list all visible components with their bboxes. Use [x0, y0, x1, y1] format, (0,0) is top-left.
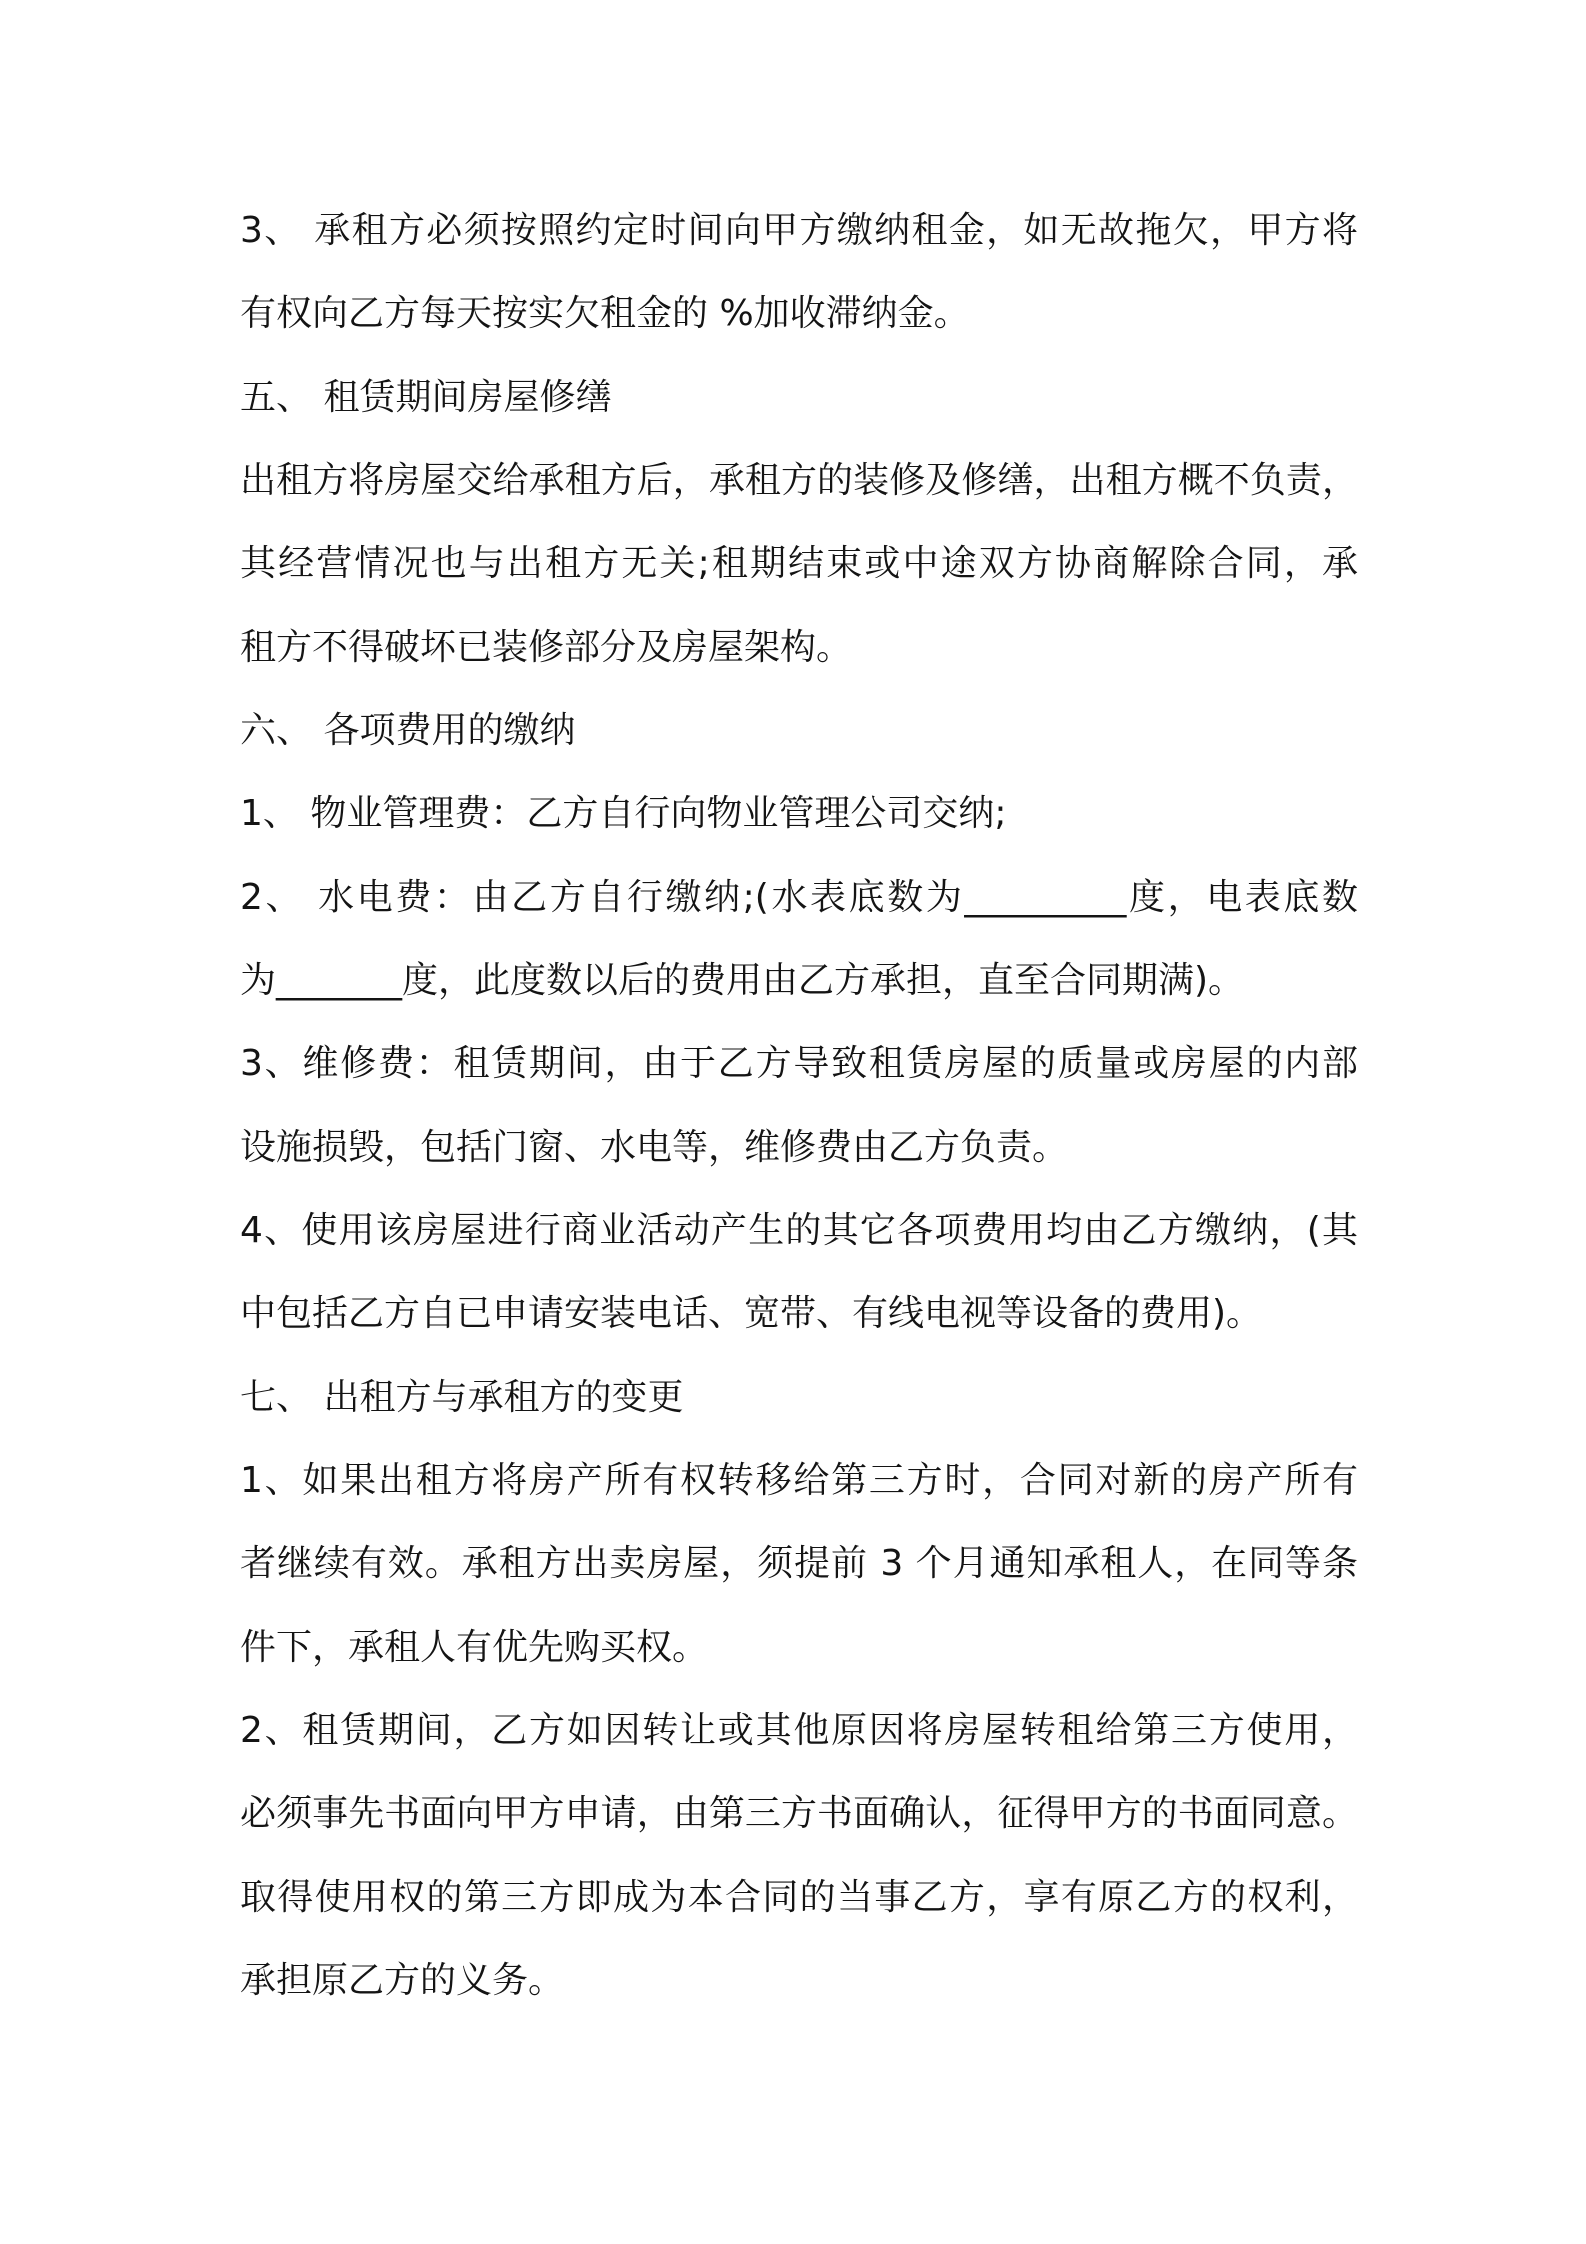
section-heading: 五、 租赁期间房屋修缮: [240, 377, 612, 418]
section-heading: 六、 各项费用的缴纳: [240, 710, 576, 751]
section-heading: 七、 出租方与承租方的变更: [240, 1377, 684, 1418]
text-line: 设施损毁，包括门窗、水电等，维修费由乙方负责。: [240, 1127, 1069, 1168]
text-line: 租方不得破坏已装修部分及房屋架构。: [240, 627, 853, 668]
text-line: 为_______度，此度数以后的费用由乙方承担，直至合同期满)。: [240, 960, 1245, 1001]
text-line: 有权向乙方每天按实欠租金的 %加收滞纳金。: [240, 293, 970, 334]
text-line: 4、使用该房屋进行商业活动产生的其它各项费用均由乙方缴纳，(其: [240, 1210, 1358, 1251]
text-line: 2、 水电费：由乙方自行缴纳;(水表底数为_________度，电表底数: [240, 877, 1358, 918]
text-line: 3、维修费：租赁期间，由于乙方导致租赁房屋的质量或房屋的内部: [240, 1043, 1358, 1084]
text-line: 2、租赁期间，乙方如因转让或其他原因将房屋转租给第三方使用，: [240, 1710, 1358, 1751]
text-line: 者继续有效。承租方出卖房屋，须提前 3 个月通知承租人，在同等条: [240, 1543, 1358, 1584]
text-line: 出租方将房屋交给承租方后，承租方的装修及修缮，出租方概不负责，: [240, 460, 1358, 501]
text-line: 其经营情况也与出租方无关;租期结束或中途双方协商解除合同，承: [240, 543, 1358, 584]
text-line: 件下，承租人有优先购买权。: [240, 1627, 709, 1668]
text-line: 中包括乙方自已申请安装电话、宽带、有线电视等设备的费用)。: [240, 1293, 1263, 1334]
text-line: 3、 承租方必须按照约定时间向甲方缴纳租金，如无故拖欠，甲方将: [240, 210, 1358, 251]
text-line: 必须事先书面向甲方申请，由第三方书面确认，征得甲方的书面同意。: [240, 1793, 1358, 1834]
text-line: 1、如果出租方将房产所有权转移给第三方时，合同对新的房产所有: [240, 1460, 1358, 1501]
text-line: 取得使用权的第三方即成为本合同的当事乙方，享有原乙方的权利，: [240, 1877, 1358, 1918]
text-line: 承担原乙方的义务。: [240, 1960, 565, 2001]
text-line: 1、 物业管理费：乙方自行向物业管理公司交纳;: [240, 793, 1007, 834]
